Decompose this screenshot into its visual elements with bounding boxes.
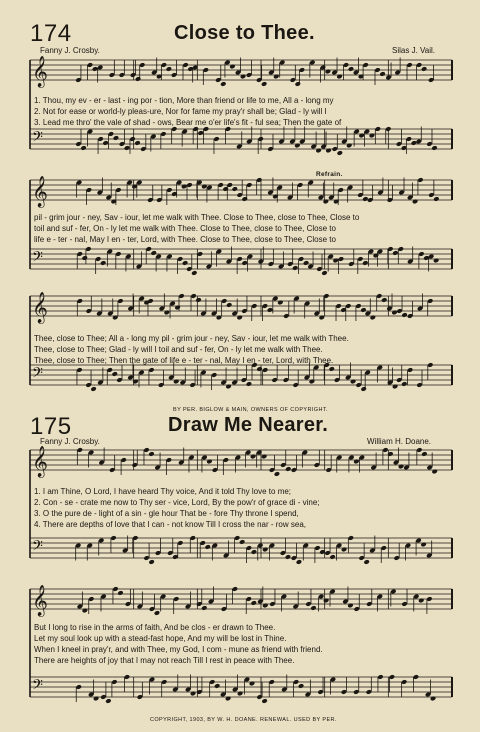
note-head: [262, 547, 268, 553]
note-head: [358, 133, 364, 139]
note-head: [261, 81, 267, 87]
note-head: [80, 145, 86, 151]
note-head: [256, 366, 262, 372]
note-head: [347, 603, 353, 609]
note-head: [332, 258, 338, 264]
hymn-174-verse-3-line-3: Thee, close to Thee; Then the gate of life e - ter - nal, May I en - ter, Lord, with Thee.: [34, 356, 334, 365]
note-head: [105, 698, 111, 704]
hymn-174-verse-2-line-2: toil and suf - fer, On - ly let me walk with Thee. Close to Thee, close to Thee, Close to: [34, 224, 336, 233]
note-head: [412, 199, 418, 205]
note-head: [112, 371, 118, 377]
note-head: [225, 384, 231, 390]
note-head: [433, 196, 439, 202]
note-head: [241, 260, 247, 266]
note-head: [197, 130, 203, 136]
note-head: [329, 554, 335, 560]
hymn-175-verse-1-line-2: But I long to rise in the arms of faith, And be clos - er drawn to Thee.: [34, 623, 276, 632]
hymn-174-verse-1-line-3: Thee, close to Thee; All a - long my pil - grim jour - ney, Sav - iour, let me walk with Thee.: [34, 334, 349, 343]
note-head: [420, 542, 426, 548]
note-head: [379, 71, 385, 77]
note-head: [261, 454, 267, 460]
note-head: [90, 386, 96, 392]
note-head: [100, 260, 106, 266]
note-head: [296, 559, 302, 565]
note-head: [93, 696, 99, 702]
treble-clef-icon: 𝄞: [32, 446, 48, 477]
note-head: [431, 145, 437, 151]
note-head: [262, 603, 268, 609]
bass-clef-icon: 𝄢: [32, 677, 43, 697]
note-head: [222, 186, 228, 192]
note-head: [214, 683, 220, 689]
note-head: [181, 184, 187, 190]
note-head: [370, 315, 376, 321]
hymn-174-number: 174: [30, 20, 72, 47]
note-head: [363, 559, 369, 565]
note-head: [92, 66, 98, 72]
treble-clef-icon: 𝄞: [32, 176, 48, 207]
note-head: [272, 194, 278, 200]
note-head: [132, 379, 138, 385]
note-head: [102, 140, 108, 146]
bass-clef-icon: 𝄢: [32, 538, 43, 558]
note-head: [239, 539, 245, 545]
note-head: [303, 260, 309, 266]
note-head: [430, 696, 436, 702]
hymn-174-verse-1-line-2: pil - grim jour - ney, Sav - iour, let me walk with Thee. Close to Thee, close to Thee, Close to: [34, 213, 360, 222]
hymn-174-verse-1-line-1: 1. Thou, my ev - er - last - ing por - tion, More than friend or life to me, All a - long my: [34, 96, 334, 105]
note-head: [201, 605, 207, 611]
note-head: [298, 683, 304, 689]
hymn-175-verse-4-line-2: There are heights of joy that I may not reach Till I rest in peace with Thee.: [34, 656, 295, 665]
hymn-174-title: Close to Thee.: [174, 22, 315, 44]
note-head: [274, 471, 280, 477]
note-head: [350, 379, 356, 385]
note-head: [124, 145, 130, 151]
hymn-175-verse-2-line-1: 2. Con - se - crate me now to Thy ser - vice, Lord, By the pow'r of grace di - vine;: [34, 498, 320, 507]
note-head: [285, 466, 291, 472]
note-head: [421, 66, 427, 72]
note-head: [341, 547, 347, 553]
note-head: [195, 297, 201, 303]
note-head: [336, 74, 342, 80]
note-head: [226, 302, 232, 308]
note-head: [319, 315, 325, 321]
note-head: [431, 469, 437, 475]
bass-clef-icon: 𝄢: [32, 249, 43, 269]
hymn-175-number: 175: [30, 413, 72, 440]
note-head: [134, 140, 140, 146]
hymn-174-lyricist: Fanny J. Crosby.: [40, 46, 100, 55]
note-head: [273, 74, 279, 80]
note-head: [182, 260, 188, 266]
note-head: [323, 598, 329, 604]
note-head: [236, 315, 242, 321]
note-head: [82, 255, 88, 261]
note-head: [154, 610, 160, 616]
note-head: [401, 381, 407, 387]
note-head: [381, 297, 387, 303]
note-head: [232, 186, 238, 192]
hymn-174-verse-3-line-2: life e - ter - nal, May I en - ter, Lord, with Thee. Close to Thee, close to Thee, Close to: [34, 235, 336, 244]
hymn-175-lyricist: Fanny J. Crosby.: [40, 437, 100, 446]
note-head: [392, 384, 398, 390]
note-head: [150, 250, 156, 256]
note-head: [166, 66, 172, 72]
note-head: [220, 81, 226, 87]
note-head: [174, 305, 180, 311]
hymn-175-verse-2-line-2: Let my soul look up with a stead-fast hope, And my will be lost in Thine.: [34, 634, 287, 643]
note-head: [225, 696, 231, 702]
note-head: [251, 549, 257, 555]
note-head: [337, 150, 343, 156]
note-head: [204, 544, 210, 550]
note-head: [246, 381, 252, 387]
note-head: [348, 66, 354, 72]
note-head: [250, 454, 256, 460]
note-head: [294, 143, 300, 149]
hymn-175-title: Draw Me Nearer.: [168, 414, 329, 436]
note-head: [164, 310, 170, 316]
note-head: [285, 554, 291, 560]
note-head: [325, 148, 331, 154]
note-head: [292, 265, 298, 271]
note-head: [240, 74, 246, 80]
treble-clef-icon: 𝄞: [32, 292, 48, 323]
hymn-175-composer: William H. Doane.: [367, 437, 432, 446]
note-head: [418, 598, 424, 604]
note-head: [173, 379, 179, 385]
note-head: [328, 366, 334, 372]
hymn-175-verse-3-line-1: 3. O the pure de - light of a sin - gle hour That be - fore Thy throne I spend,: [34, 509, 299, 518]
hymn-174-verse-3-line-1: 3. Lead me thro' the vale of shad - ows, Bear me o'er life's fit - ful sea; Then the gate of: [34, 118, 342, 127]
note-head: [369, 133, 375, 139]
note-head: [315, 148, 321, 154]
note-head: [277, 300, 283, 306]
note-head: [82, 608, 88, 614]
note-head: [267, 307, 273, 313]
note-head: [191, 270, 197, 276]
note-head: [237, 691, 243, 697]
note-head: [433, 258, 439, 264]
note-head: [360, 386, 366, 392]
hymn-174-copyright: BY PER. BIGLOW & MAIN, OWNERS OF COPYRIGHT.: [173, 407, 328, 413]
refrain-label: Refrain.: [316, 171, 343, 178]
note-head: [251, 600, 257, 606]
note-head: [148, 451, 154, 457]
hymn-175-copyright: COPYRIGHT, 1903, BY W. H. DOANE. RENEWAL. USED BY PER.: [150, 717, 337, 723]
note-head: [117, 590, 123, 596]
note-head: [229, 64, 235, 70]
note-head: [421, 451, 427, 457]
treble-clef-icon: 𝄞: [32, 585, 48, 616]
note-head: [373, 253, 379, 259]
treble-clef-icon: 𝄞: [32, 56, 48, 87]
note-head: [392, 250, 398, 256]
note-head: [321, 270, 327, 276]
note-head: [261, 698, 267, 704]
note-head: [113, 135, 119, 141]
note-head: [401, 312, 407, 318]
hymn-175-verse-4-line-1: 4. There are depths of love that I can - not know Till I cross the nar - row sea,: [34, 520, 306, 529]
note-head: [391, 310, 397, 316]
note-head: [411, 140, 417, 146]
note-head: [398, 464, 404, 470]
note-head: [353, 459, 359, 465]
note-head: [362, 260, 368, 266]
note-head: [325, 69, 331, 75]
bass-clef-icon: 𝄢: [32, 365, 43, 385]
note-head: [190, 691, 196, 697]
note-head: [148, 559, 154, 565]
note-head: [360, 307, 366, 313]
hymn-174-verse-2-line-3: Thee, close to Thee; Glad - ly will I toil and suf - fer, On - ly let me walk with Thee.: [34, 345, 323, 354]
note-head: [310, 605, 316, 611]
note-head: [295, 81, 301, 87]
note-head: [249, 681, 255, 687]
note-head: [323, 199, 329, 205]
hymn-174-verse-2-line-1: 2. Not for ease or world-ly pleas-ure, Nor for fame my pray'r shall be; Glad - ly will I: [34, 107, 327, 116]
note-head: [346, 143, 352, 149]
bass-clef-icon: 𝄢: [32, 129, 43, 149]
hymn-175-verse-3-line-2: When I kneel in pray'r, and with Thee, my God, I com - mune as friend with friend.: [34, 645, 323, 654]
note-head: [362, 196, 368, 202]
hymn-175-verse-1-line-1: 1. I am Thine, O Lord, I have heard Thy voice, And it told Thy love to me;: [34, 487, 292, 496]
hymn-174-composer: Silas J. Vail.: [392, 46, 435, 55]
note-head: [206, 459, 212, 465]
note-head: [135, 76, 141, 82]
